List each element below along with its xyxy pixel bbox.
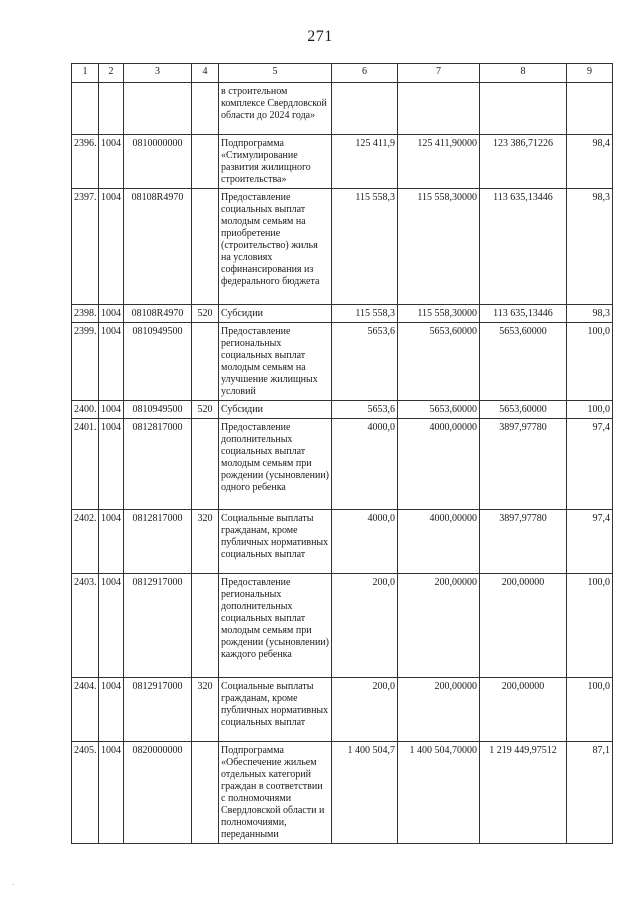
expense-type-code (192, 419, 219, 510)
execution-percent: 100,0 (567, 401, 613, 419)
target-article-code: 0812917000 (124, 678, 192, 742)
section-code: 1004 (99, 305, 124, 323)
scan-mark: . (12, 878, 14, 887)
executed-amount: 113 635,13446 (480, 189, 567, 305)
header-cell: 3 (124, 64, 192, 83)
approved-amount: 200,0 (332, 574, 398, 678)
header-cell: 7 (398, 64, 480, 83)
refined-amount: 1 400 504,70000 (398, 742, 480, 844)
target-article-code: 0812917000 (124, 574, 192, 678)
executed-amount: 113 635,13446 (480, 305, 567, 323)
execution-percent: 97,4 (567, 419, 613, 510)
expense-type-code (192, 83, 219, 135)
expense-type-code (192, 135, 219, 189)
refined-amount: 5653,60000 (398, 323, 480, 401)
approved-amount: 4000,0 (332, 419, 398, 510)
row-number: 2403. (72, 574, 99, 678)
expense-type-code: 520 (192, 401, 219, 419)
table-row (72, 678, 613, 742)
target-article-code: 0812817000 (124, 510, 192, 574)
section-code: 1004 (99, 401, 124, 419)
section-code: 1004 (99, 510, 124, 574)
item-name: Социальные выплаты гражданам, кроме публичных нормативных социальных выплат (219, 678, 332, 742)
refined-amount: 4000,00000 (398, 510, 480, 574)
table-row (72, 323, 613, 401)
refined-amount: 200,00000 (398, 574, 480, 678)
target-article-code (124, 83, 192, 135)
expense-type-code (192, 574, 219, 678)
execution-percent: 98,4 (567, 135, 613, 189)
header-cell: 5 (219, 64, 332, 83)
table-row (72, 401, 613, 419)
table-row (72, 135, 613, 189)
expense-type-code (192, 742, 219, 844)
approved-amount: 200,0 (332, 678, 398, 742)
target-article-code: 0810000000 (124, 135, 192, 189)
section-code: 1004 (99, 419, 124, 510)
section-code: 1004 (99, 742, 124, 844)
header-cell: 1 (72, 64, 99, 83)
section-code: 1004 (99, 323, 124, 401)
executed-amount: 3897,97780 (480, 510, 567, 574)
execution-percent: 100,0 (567, 678, 613, 742)
expense-type-code (192, 323, 219, 401)
execution-percent: 100,0 (567, 574, 613, 678)
row-number: 2402. (72, 510, 99, 574)
approved-amount: 115 558,3 (332, 189, 398, 305)
section-code: 1004 (99, 678, 124, 742)
approved-amount: 5653,6 (332, 323, 398, 401)
table-row (72, 419, 613, 510)
header-row (72, 64, 613, 83)
item-name: Предоставление социальных выплат молодым семьям на приобретение (строительство) жилья на условиях софинансирования из федерального бюджета (219, 189, 332, 305)
row-number: 2399. (72, 323, 99, 401)
target-article-code: 0810949500 (124, 401, 192, 419)
table-row (72, 742, 613, 844)
executed-amount: 3897,97780 (480, 419, 567, 510)
executed-amount (480, 83, 567, 135)
refined-amount: 125 411,90000 (398, 135, 480, 189)
table-row (72, 189, 613, 305)
header-cell: 2 (99, 64, 124, 83)
approved-amount: 4000,0 (332, 510, 398, 574)
row-number: 2397. (72, 189, 99, 305)
refined-amount: 115 558,30000 (398, 189, 480, 305)
header-cell: 4 (192, 64, 219, 83)
target-article-code: 0812817000 (124, 419, 192, 510)
item-name: Подпрограмма «Стимулирование развития жилищного строительства» (219, 135, 332, 189)
approved-amount: 5653,6 (332, 401, 398, 419)
executed-amount: 200,00000 (480, 678, 567, 742)
expense-type-code: 520 (192, 305, 219, 323)
approved-amount: 1 400 504,7 (332, 742, 398, 844)
target-article-code: 0810949500 (124, 323, 192, 401)
row-number: 2401. (72, 419, 99, 510)
budget-table (71, 63, 613, 844)
section-code (99, 83, 124, 135)
executed-amount: 5653,60000 (480, 323, 567, 401)
row-number: 2404. (72, 678, 99, 742)
header-cell: 6 (332, 64, 398, 83)
item-name: Социальные выплаты гражданам, кроме публичных нормативных социальных выплат (219, 510, 332, 574)
row-number: 2405. (72, 742, 99, 844)
item-name: Предоставление дополнительных социальных выплат молодым семьям при рождении (усыновлении) одного ребенка (219, 419, 332, 510)
row-number: 2398. (72, 305, 99, 323)
executed-amount: 5653,60000 (480, 401, 567, 419)
expense-type-code (192, 189, 219, 305)
execution-percent: 87,1 (567, 742, 613, 844)
approved-amount (332, 83, 398, 135)
section-code: 1004 (99, 574, 124, 678)
section-code: 1004 (99, 189, 124, 305)
expense-type-code: 320 (192, 510, 219, 574)
row-number (72, 83, 99, 135)
target-article-code: 0820000000 (124, 742, 192, 844)
execution-percent: 100,0 (567, 323, 613, 401)
approved-amount: 125 411,9 (332, 135, 398, 189)
execution-percent: 97,4 (567, 510, 613, 574)
refined-amount: 200,00000 (398, 678, 480, 742)
page-number: 271 (307, 28, 333, 45)
target-article-code: 08108R4970 (124, 189, 192, 305)
expense-type-code: 320 (192, 678, 219, 742)
header-cell: 8 (480, 64, 567, 83)
item-name: Субсидии (219, 401, 332, 419)
target-article-code: 08108R4970 (124, 305, 192, 323)
table-row (72, 83, 613, 135)
section-code: 1004 (99, 135, 124, 189)
executed-amount: 123 386,71226 (480, 135, 567, 189)
table-row (72, 574, 613, 678)
refined-amount: 115 558,30000 (398, 305, 480, 323)
approved-amount: 115 558,3 (332, 305, 398, 323)
execution-percent: 98,3 (567, 189, 613, 305)
item-name: в строительном комплексе Свердловской области до 2024 года» (219, 83, 332, 135)
row-number: 2396. (72, 135, 99, 189)
execution-percent (567, 83, 613, 135)
executed-amount: 200,00000 (480, 574, 567, 678)
item-name: Предоставление региональных социальных выплат молодым семьям на улучшение жилищных условий (219, 323, 332, 401)
refined-amount: 5653,60000 (398, 401, 480, 419)
row-number: 2400. (72, 401, 99, 419)
item-name: Предоставление региональных дополнительных социальных выплат молодым семьям при рождении (усыновлении) каждого ребенка (219, 574, 332, 678)
item-name: Подпрограмма «Обеспечение жильем отдельных категорий граждан в соответствии с полномочиями Свердловской области и полномочиями, переданными (219, 742, 332, 844)
item-name: Субсидии (219, 305, 332, 323)
refined-amount: 4000,00000 (398, 419, 480, 510)
execution-percent: 98,3 (567, 305, 613, 323)
table-row (72, 510, 613, 574)
table-row (72, 305, 613, 323)
refined-amount (398, 83, 480, 135)
executed-amount: 1 219 449,97512 (480, 742, 567, 844)
header-cell: 9 (567, 64, 613, 83)
